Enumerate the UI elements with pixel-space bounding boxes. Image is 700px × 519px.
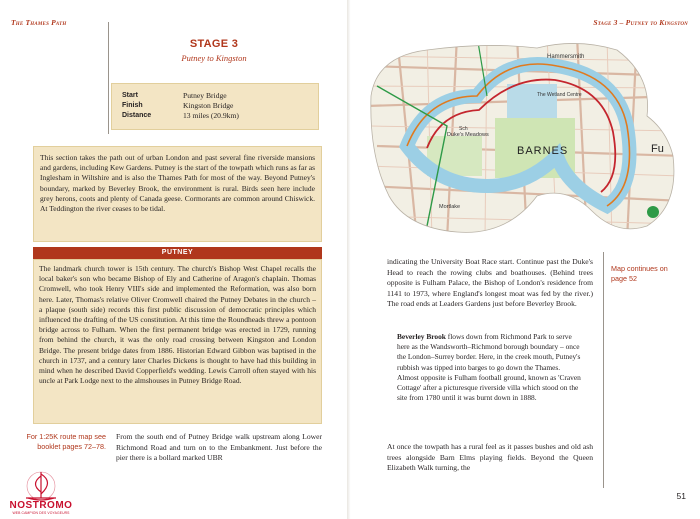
left-page [0,0,347,519]
stage-subtitle: Putney to Kingston [181,53,247,63]
map-label-mortlake: Mortlake [439,204,461,210]
beverley-brook-box [387,328,592,434]
stat-value: Putney Bridge [183,91,227,100]
map-label-sch: Sch [459,126,468,132]
map-label-barnes: BARNES [517,145,569,157]
page-number: 51 [676,491,686,501]
map-continues-note: Map continues on page 52 [611,264,668,283]
map-marker-icon [647,206,659,218]
logo-tagline: WEB CAMPION DES VOYAGEURS [12,511,70,515]
stat-row-start [122,91,308,101]
stage-stats-box [111,83,319,130]
nostromo-logo [4,470,78,518]
stat-value: Kingston Bridge [183,101,234,110]
running-head-right: Stage 3 – Putney to Kingston [593,18,688,27]
beverley-brook-term: Beverley Brook [397,332,446,341]
putney-heading: PUTNEY [33,247,322,259]
stat-label: Distance [122,112,152,119]
intro-box: This section takes the path out of urban London and past several fine riverside mansions and gardens, including Kew Gardens. Putney is the start of the towpath which runs as far as Inglesham in Wiltshire and is also the Thames Path for most of the way. Beyond Putney's boundary, marked by Beverley Brook, the environment is rural. Birds seen here include grey herons, coots and plenty of Canada geese. Cormorants are common around Chiswick. At Teddington the river ceases to be tidal. [33,146,322,242]
logo-name: NOSTROMO [9,500,73,511]
map-label-hammersmith: Hammersmith [547,54,585,60]
stat-label: Finish [122,102,143,109]
running-head-left: The Thames Path [11,18,67,27]
stage-title: STAGE 3 [189,38,239,50]
divider-rule-right [603,252,604,488]
map-label-fu: Fu [651,143,664,155]
route-map-note: For 1:25K route map see booklet pages 72–78. [26,432,106,451]
stat-row-distance [122,111,308,121]
map-label-wetland: The Wetland Centre [537,92,582,98]
stat-row-finish [122,101,308,111]
map-label-dukes-meadows: Duke's Meadows [447,132,489,138]
putney-text: The landmark church tower is 15th century. The church's Bishop West Chapel recalls the local baker's son who became Bishop of Ely and Catherine of Aragon's chaplain. Thomas Cromwell, who took Henry VIII's side and implemented the Reformation, was also born here. Later, Thomas's relative Oliver Cromwell chaired the Putney Debates in the church – a plaque (south side) records this first public discussion of democratic principles which influenced the drafting of the US constitution. At this time the Roundheads threw a pontoon bridge across to Fulham. When the first permanent bridge was erected in 1729, running from behind the church, it was the only road crossing between Kingston and London Bridge. The present bridge dates from 1886. Historian Edward Gibbon was baptised in the church in 1737, and a century later Charles Dickens is thought to have had this building in mind when he described David Copperfield's wedding. Lewis Carroll often stayed with his uncle at Park Lodge next to the almshouses in Putney Bridge Road. [33,259,322,424]
right-page [353,0,700,519]
beverley-brook-text: flows down from Richmond Park to serve here as the Wandsworth–Richmond borough boundary – once the London–Surrey border. Here, in the creek mouth, Putney's rubbish was tipped into barges to go down the Thames. Almost opposite is Fulham football ground, known as 'Craven Cottage' after a picturesque riverside villa which stood on the site from 1780 until it was burnt down in 1888. [397,332,581,403]
body-text-left: From the south end of Putney Bridge walk upstream along Lower Richmond Road and turn on to the Embankment. Just before the pier there is a bollard marked UBR [116,432,322,462]
body-text-right-bottom: At once the towpath has a rural feel as it passes bushes and old ash trees alongside Barn Elms playing fields. Beyond the Queen Elizabeth Walk turning, the [387,442,593,472]
logo-emblem-icon [4,470,78,502]
body-text-right-top: indicating the University Boat Race start. Continue past the Duke's Head to reach the rowing clubs and boathouses. (Behind trees opposite is Fulham Palace, the Bishop of London's residence from 1141 to 1973, where England's longest moat was fed by the river.) The road ends at Leaders Gardens just before Beverley Brook. [387,257,593,308]
map-wetland [507,84,557,118]
stat-label: Start [122,92,138,99]
route-map [367,36,683,240]
stat-value: 13 miles (20.9km) [183,111,239,120]
